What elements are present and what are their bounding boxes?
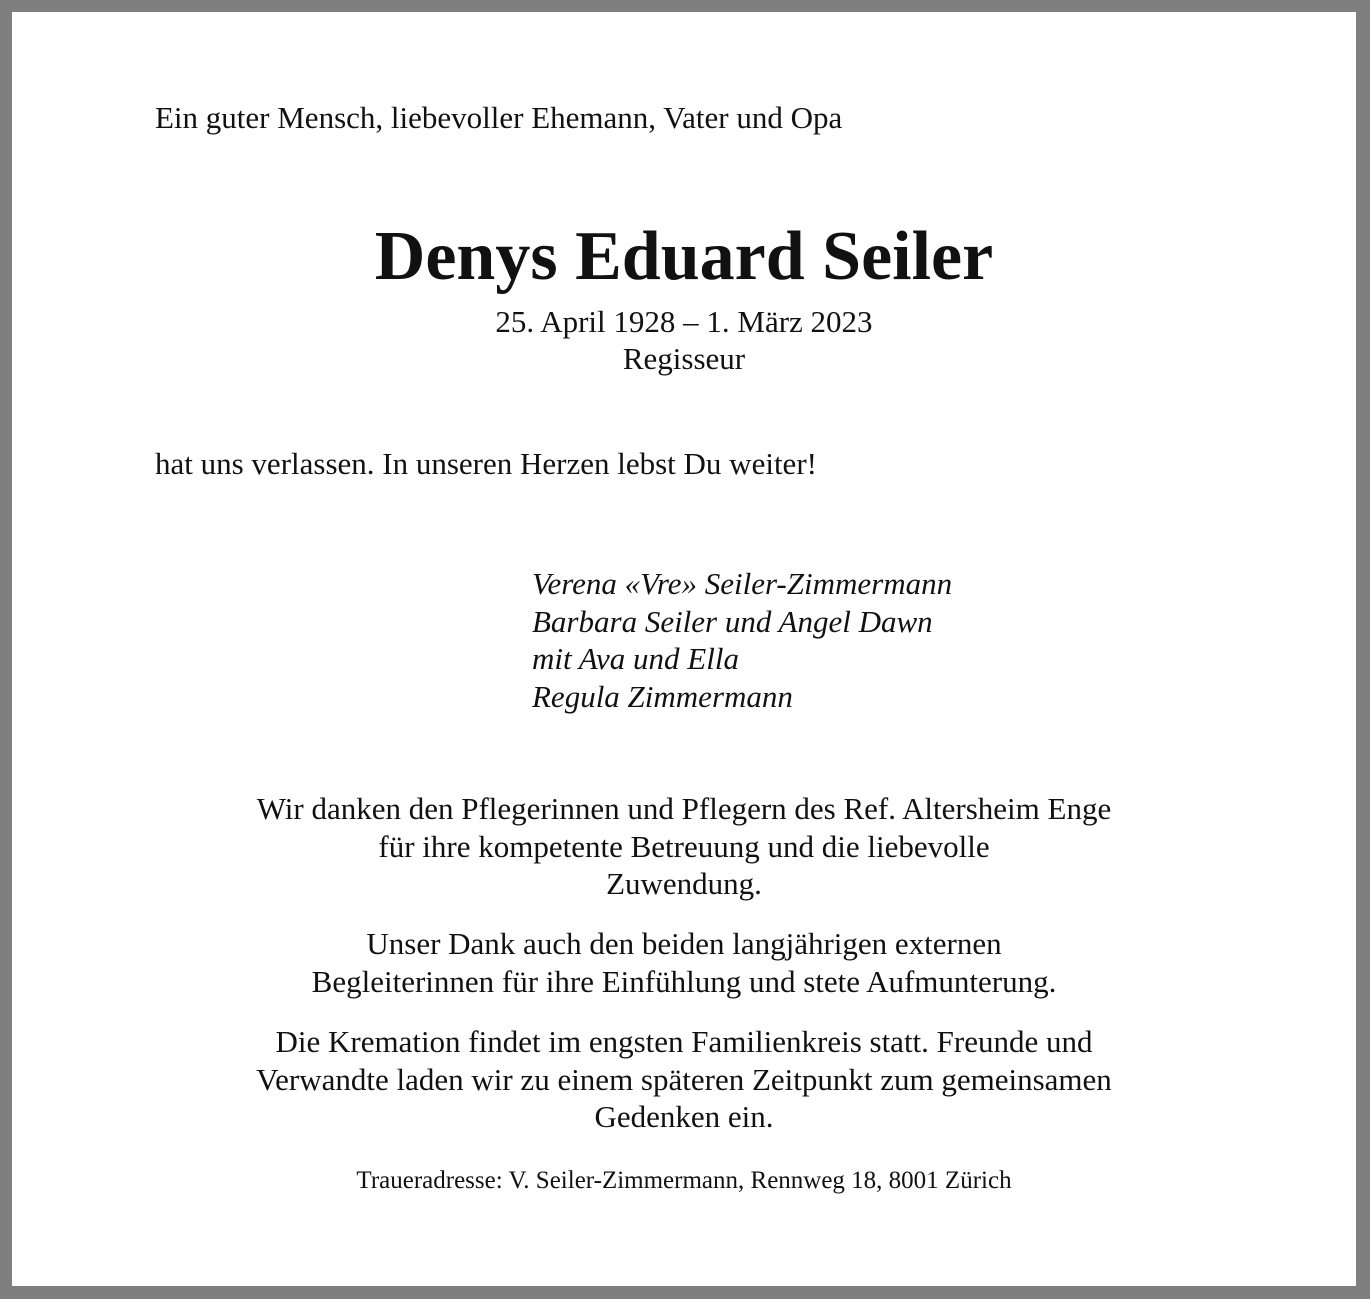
paragraph-line: Verwandte laden wir zu einem späteren Zeitpunkt zum gemeinsamen <box>256 1061 1112 1097</box>
cremation-paragraph <box>12 1023 1356 1136</box>
paragraph-line: Gedenken ein. <box>594 1099 774 1134</box>
paragraph-line: Unser Dank auch den beiden langjährigen externen <box>366 926 1002 961</box>
paragraph-line: für ihre kompetente Betreuung und die liebevolle <box>378 828 990 864</box>
profession: Regisseur <box>622 341 746 376</box>
thanks-companions-paragraph <box>12 925 1356 1000</box>
obituary-page <box>12 12 1356 1286</box>
signers-list <box>532 565 952 715</box>
life-dates: 25. April 1928 – 1. März 2023 <box>495 304 873 339</box>
signer: Barbara Seiler und Angel Dawn <box>532 603 933 639</box>
farewell-line: hat uns verlassen. In unseren Herzen lebst Du weiter! <box>155 446 817 481</box>
intro-line: Ein guter Mensch, liebevoller Ehemann, Vater und Opa <box>155 100 843 135</box>
paragraph-line: Zuwendung. <box>606 866 762 901</box>
signer: Verena «Vre» Seiler-Zimmermann <box>532 566 953 601</box>
deceased-name: Denys Eduard Seiler <box>374 218 994 295</box>
mourning-address: Traueradresse: V. Seiler-Zimmermann, Rennweg 18, 8001 Zürich <box>356 1167 1012 1194</box>
paragraph-line: Wir danken den Pflegerinnen und Pflegern des Ref. Altersheim Enge <box>256 791 1112 826</box>
thanks-care-paragraph <box>12 790 1356 903</box>
signer: mit Ava und Ella <box>532 641 739 676</box>
paragraph-line: Begleiterinnen für ihre Einfühlung und stete Aufmunterung. <box>311 963 1057 999</box>
paragraph-line: Die Kremation findet im engsten Familienkreis statt. Freunde und <box>275 1024 1093 1059</box>
signer: Regula Zimmermann <box>532 678 793 714</box>
